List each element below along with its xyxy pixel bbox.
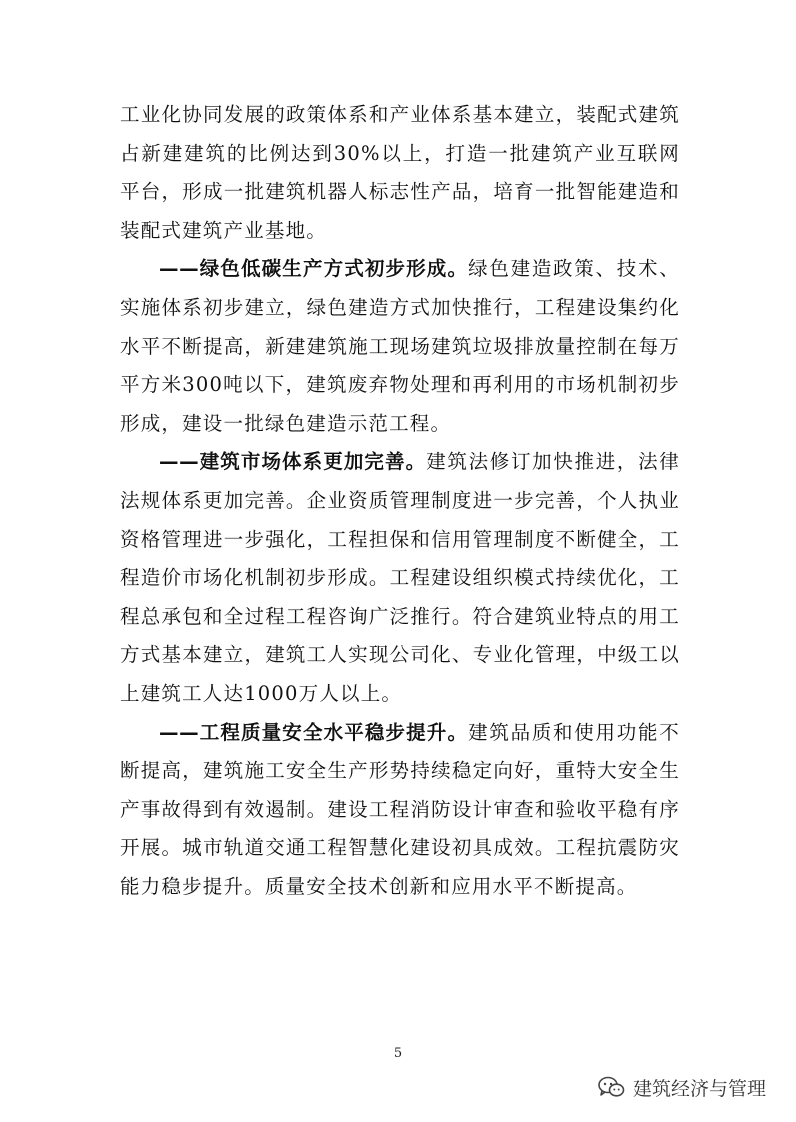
paragraph-green-construction xyxy=(120,250,680,443)
account-watermark xyxy=(597,1072,766,1102)
paragraph-heading: ——建筑市场体系更加完善。 xyxy=(159,450,427,474)
paragraph-heading: ——工程质量安全水平稳步提升。 xyxy=(159,720,469,744)
paragraph-text: 绿色建造政策、技术、实施体系初步建立，绿色建造方式加快推行，工程建设集约化水平不断提高，新建建筑施工现场建筑垃圾排放量控制在每万平方米300吨以下，建筑废弃物处理和再利用的市场机制初步形成，建设一批绿色建造示范工程。 xyxy=(120,257,680,435)
paragraph-text: 建筑法修订加快推进，法律法规体系更加完善。企业资质管理制度进一步完善，个人执业资格管理进一步强化，工程担保和信用管理制度不断健全，工程造价市场化机制初步形成。工程建设组织模式持续优化，工程总承包和全过程工程咨询广泛推行。符合建筑业特点的用工方式基本建立，建筑工人实现公司化、专业化管理，中级工以上建筑工人达1000万人以上。 xyxy=(120,450,680,705)
wechat-icon xyxy=(597,1075,625,1099)
watermark-label: 建筑经济与管理 xyxy=(632,1077,766,1100)
paragraph-market-system xyxy=(120,443,680,713)
document-body xyxy=(120,96,680,906)
paragraph-heading: ——绿色低碳生产方式初步形成。 xyxy=(159,257,469,281)
paragraph-text: 建筑品质和使用功能不断提高，建筑施工安全生产形势持续稳定向好，重特大安全生产事故得到有效遏制。建设工程消防设计审查和验收平稳有序开展。城市轨道交通工程智慧化建设初具成效。工程抗震防灾能力稳步提升。质量安全技术创新和应用水平不断提高。 xyxy=(120,720,680,898)
paragraph-continuation xyxy=(120,96,680,250)
paragraph-quality-safety xyxy=(120,714,680,907)
page-number: 5 xyxy=(393,1046,403,1061)
paragraph-text: 工业化协同发展的政策体系和产业体系基本建立，装配式建筑占新建建筑的比例达到30%以上，打造一批建筑产业互联网平台，形成一批建筑机器人标志性产品，培育一批智能建造和装配式建筑产业基地。 xyxy=(120,103,680,242)
